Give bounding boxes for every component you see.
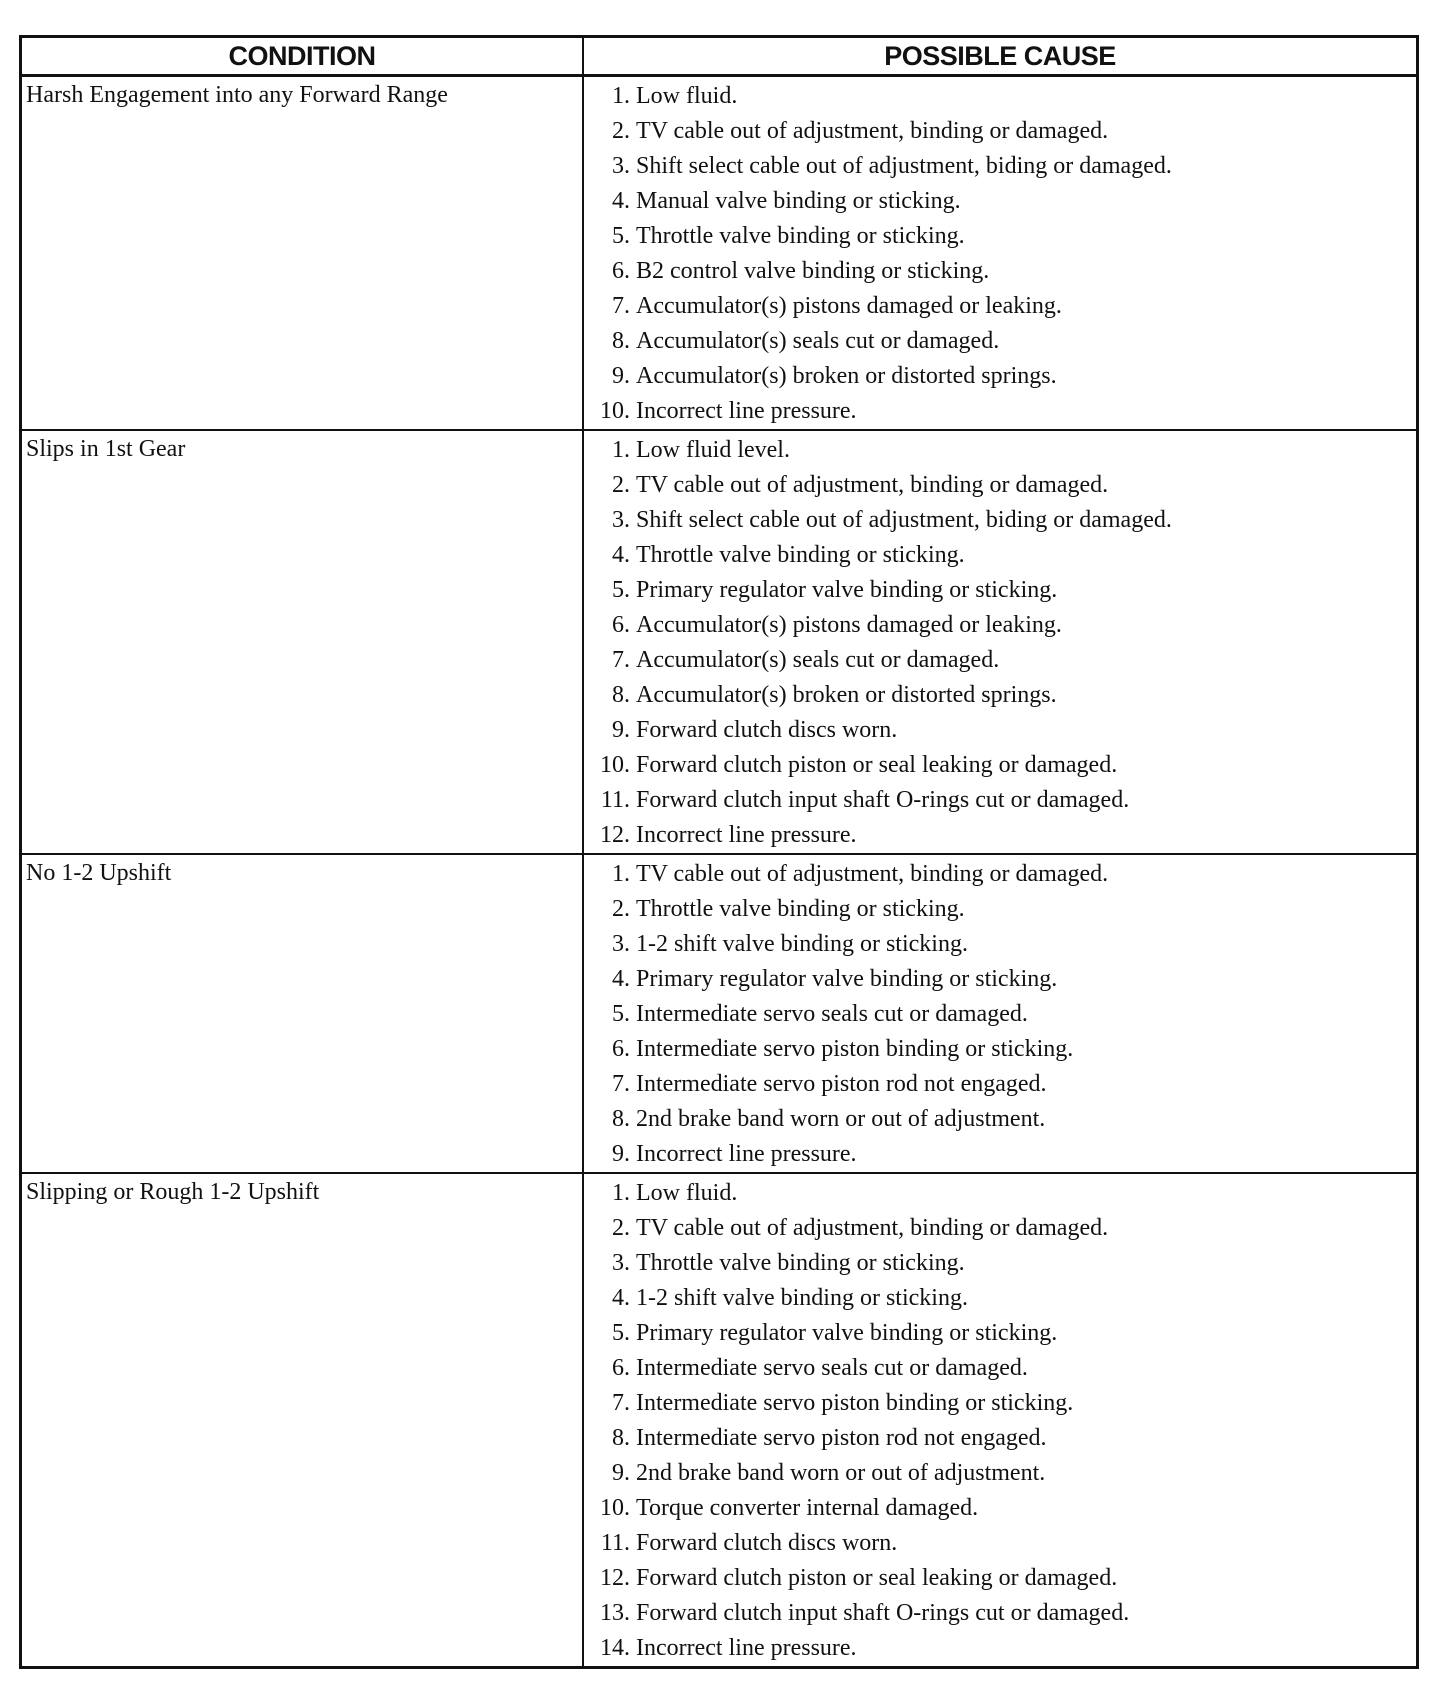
cause-text: 1-2 shift valve binding or sticking. bbox=[636, 931, 968, 957]
cause-text: Throttle valve binding or sticking. bbox=[636, 223, 965, 249]
cause-item bbox=[584, 149, 1416, 184]
cause-number: 8. bbox=[612, 1425, 630, 1451]
cause-text: Shift select cable out of adjustment, biding or damaged. bbox=[636, 507, 1172, 533]
cause-item bbox=[584, 1351, 1416, 1386]
cause-item bbox=[584, 359, 1416, 394]
cause-number: 3. bbox=[612, 153, 630, 179]
cause-number: 7. bbox=[612, 1390, 630, 1416]
cause-text: Accumulator(s) pistons damaged or leaking. bbox=[636, 612, 1062, 638]
cause-item bbox=[584, 1281, 1416, 1316]
cause-item bbox=[584, 254, 1416, 289]
cause-list bbox=[584, 433, 1416, 853]
cause-number: 2. bbox=[612, 1215, 630, 1241]
cause-number: 6. bbox=[612, 612, 630, 638]
cause-text: Incorrect line pressure. bbox=[636, 398, 857, 424]
cause-text: Accumulator(s) broken or distorted springs. bbox=[636, 363, 1057, 389]
cause-text: 1-2 shift valve binding or sticking. bbox=[636, 1285, 968, 1311]
cause-item bbox=[584, 114, 1416, 149]
cause-item bbox=[584, 997, 1416, 1032]
cause-item bbox=[584, 1421, 1416, 1456]
cause-list bbox=[584, 79, 1416, 429]
possible-cause-cell bbox=[584, 855, 1416, 1172]
cause-item bbox=[584, 748, 1416, 783]
cause-item bbox=[584, 1561, 1416, 1596]
cause-number: 6. bbox=[612, 258, 630, 284]
cause-item bbox=[584, 1316, 1416, 1351]
cause-number: 5. bbox=[612, 223, 630, 249]
cause-number: 1. bbox=[612, 861, 630, 887]
cause-item bbox=[584, 962, 1416, 997]
cause-text: Intermediate servo seals cut or damaged. bbox=[636, 1355, 1028, 1381]
cause-text: Accumulator(s) broken or distorted springs. bbox=[636, 682, 1057, 708]
cause-text: Intermediate servo piston rod not engaged. bbox=[636, 1071, 1047, 1097]
cause-number: 2. bbox=[612, 118, 630, 144]
cause-number: 11. bbox=[600, 1530, 630, 1556]
cause-item bbox=[584, 1526, 1416, 1561]
cause-text: Primary regulator valve binding or sticking. bbox=[636, 966, 1058, 992]
cause-item bbox=[584, 678, 1416, 713]
cause-text: TV cable out of adjustment, binding or damaged. bbox=[636, 118, 1109, 144]
cause-text: Low fluid. bbox=[636, 83, 738, 109]
cause-number: 4. bbox=[612, 1285, 630, 1311]
cause-item bbox=[584, 1246, 1416, 1281]
cause-text: Accumulator(s) pistons damaged or leaking. bbox=[636, 293, 1062, 319]
cause-text: TV cable out of adjustment, binding or damaged. bbox=[636, 472, 1109, 498]
cause-number: 8. bbox=[612, 682, 630, 708]
cause-number: 8. bbox=[612, 1106, 630, 1132]
possible-cause-cell bbox=[584, 77, 1416, 429]
cause-item bbox=[584, 503, 1416, 538]
cause-text: Torque converter internal damaged. bbox=[636, 1495, 979, 1521]
cause-number: 9. bbox=[612, 1141, 630, 1167]
cause-item bbox=[584, 1211, 1416, 1246]
cause-item bbox=[584, 1456, 1416, 1491]
cause-text: Intermediate servo piston binding or sticking. bbox=[636, 1036, 1074, 1062]
cause-item bbox=[584, 289, 1416, 324]
cause-item bbox=[584, 892, 1416, 927]
cause-text: Low fluid level. bbox=[636, 437, 790, 463]
condition-header: CONDITION bbox=[22, 38, 584, 74]
cause-number: 6. bbox=[612, 1355, 630, 1381]
cause-number: 12. bbox=[600, 822, 630, 848]
cause-text: Forward clutch input shaft O-rings cut or damaged. bbox=[636, 787, 1130, 813]
cause-number: 10. bbox=[600, 1495, 630, 1521]
cause-number: 1. bbox=[612, 83, 630, 109]
cause-number: 8. bbox=[612, 328, 630, 354]
table-row bbox=[22, 855, 1416, 1174]
cause-item bbox=[584, 927, 1416, 962]
cause-text: Accumulator(s) seals cut or damaged. bbox=[636, 328, 1000, 354]
table-row bbox=[22, 77, 1416, 431]
cause-number: 10. bbox=[600, 398, 630, 424]
cause-text: Throttle valve binding or sticking. bbox=[636, 542, 965, 568]
cause-item bbox=[584, 219, 1416, 254]
cause-number: 9. bbox=[612, 363, 630, 389]
table-row bbox=[22, 431, 1416, 855]
cause-number: 9. bbox=[612, 1460, 630, 1486]
cause-text: Intermediate servo piston binding or sticking. bbox=[636, 1390, 1074, 1416]
cause-item bbox=[584, 538, 1416, 573]
cause-item bbox=[584, 468, 1416, 503]
cause-number: 12. bbox=[600, 1565, 630, 1591]
cause-item bbox=[584, 1491, 1416, 1526]
cause-item bbox=[584, 1137, 1416, 1172]
cause-item bbox=[584, 1176, 1416, 1211]
possible-cause-cell bbox=[584, 431, 1416, 853]
cause-number: 1. bbox=[612, 1180, 630, 1206]
cause-item bbox=[584, 184, 1416, 219]
table-row bbox=[22, 1174, 1416, 1666]
cause-number: 5. bbox=[612, 577, 630, 603]
cause-text: Forward clutch piston or seal leaking or damaged. bbox=[636, 752, 1118, 778]
cause-number: 9. bbox=[612, 717, 630, 743]
condition-cell: No 1-2 Upshift bbox=[22, 855, 584, 1172]
cause-number: 4. bbox=[612, 188, 630, 214]
cause-number: 13. bbox=[600, 1600, 630, 1626]
cause-item bbox=[584, 394, 1416, 429]
cause-item bbox=[584, 1067, 1416, 1102]
possible-cause-cell bbox=[584, 1174, 1416, 1666]
condition-cell: Harsh Engagement into any Forward Range bbox=[22, 77, 584, 429]
cause-number: 3. bbox=[612, 507, 630, 533]
cause-text: Throttle valve binding or sticking. bbox=[636, 896, 965, 922]
cause-text: Shift select cable out of adjustment, biding or damaged. bbox=[636, 153, 1172, 179]
cause-text: Forward clutch discs worn. bbox=[636, 717, 898, 743]
cause-number: 1. bbox=[612, 437, 630, 463]
cause-text: Primary regulator valve binding or sticking. bbox=[636, 1320, 1058, 1346]
cause-text: B2 control valve binding or sticking. bbox=[636, 258, 990, 284]
cause-item bbox=[584, 324, 1416, 359]
cause-item bbox=[584, 79, 1416, 114]
cause-number: 2. bbox=[612, 896, 630, 922]
cause-item bbox=[584, 433, 1416, 468]
cause-item bbox=[584, 1102, 1416, 1137]
cause-item bbox=[584, 643, 1416, 678]
cause-item bbox=[584, 1032, 1416, 1067]
cause-item bbox=[584, 783, 1416, 818]
cause-number: 11. bbox=[600, 787, 630, 813]
condition-cell: Slips in 1st Gear bbox=[22, 431, 584, 853]
cause-text: Forward clutch discs worn. bbox=[636, 1530, 898, 1556]
cause-item bbox=[584, 857, 1416, 892]
cause-item bbox=[584, 713, 1416, 748]
cause-number: 4. bbox=[612, 966, 630, 992]
cause-text: Primary regulator valve binding or sticking. bbox=[636, 577, 1058, 603]
cause-text: Manual valve binding or sticking. bbox=[636, 188, 961, 214]
cause-text: TV cable out of adjustment, binding or damaged. bbox=[636, 1215, 1109, 1241]
cause-text: Intermediate servo piston rod not engaged. bbox=[636, 1425, 1047, 1451]
cause-number: 10. bbox=[600, 752, 630, 778]
diagnosis-table bbox=[19, 35, 1419, 1669]
cause-item bbox=[584, 608, 1416, 643]
condition-cell: Slipping or Rough 1-2 Upshift bbox=[22, 1174, 584, 1666]
cause-text: TV cable out of adjustment, binding or damaged. bbox=[636, 861, 1109, 887]
cause-number: 5. bbox=[612, 1001, 630, 1027]
cause-number: 2. bbox=[612, 472, 630, 498]
cause-number: 3. bbox=[612, 931, 630, 957]
cause-item bbox=[584, 573, 1416, 608]
cause-number: 5. bbox=[612, 1320, 630, 1346]
table-header bbox=[22, 38, 1416, 77]
cause-item bbox=[584, 1631, 1416, 1666]
cause-number: 4. bbox=[612, 542, 630, 568]
cause-item bbox=[584, 1386, 1416, 1421]
cause-text: Low fluid. bbox=[636, 1180, 738, 1206]
cause-text: 2nd brake band worn or out of adjustment. bbox=[636, 1460, 1046, 1486]
cause-number: 7. bbox=[612, 647, 630, 673]
cause-number: 14. bbox=[600, 1635, 630, 1661]
cause-text: Forward clutch piston or seal leaking or damaged. bbox=[636, 1565, 1118, 1591]
cause-text: Incorrect line pressure. bbox=[636, 822, 857, 848]
cause-text: Incorrect line pressure. bbox=[636, 1635, 857, 1661]
cause-number: 6. bbox=[612, 1036, 630, 1062]
cause-text: Forward clutch input shaft O-rings cut or damaged. bbox=[636, 1600, 1130, 1626]
cause-number: 7. bbox=[612, 293, 630, 319]
cause-number: 3. bbox=[612, 1250, 630, 1276]
cause-number: 7. bbox=[612, 1071, 630, 1097]
cause-text: Incorrect line pressure. bbox=[636, 1141, 857, 1167]
possible-cause-header: POSSIBLE CAUSE bbox=[884, 40, 1116, 71]
table-body bbox=[22, 77, 1416, 1666]
cause-text: Intermediate servo seals cut or damaged. bbox=[636, 1001, 1028, 1027]
cause-list bbox=[584, 857, 1416, 1172]
cause-item bbox=[584, 818, 1416, 853]
cause-list bbox=[584, 1176, 1416, 1666]
cause-text: Accumulator(s) seals cut or damaged. bbox=[636, 647, 1000, 673]
cause-text: Throttle valve binding or sticking. bbox=[636, 1250, 965, 1276]
cause-item bbox=[584, 1596, 1416, 1631]
cause-text: 2nd brake band worn or out of adjustment. bbox=[636, 1106, 1046, 1132]
